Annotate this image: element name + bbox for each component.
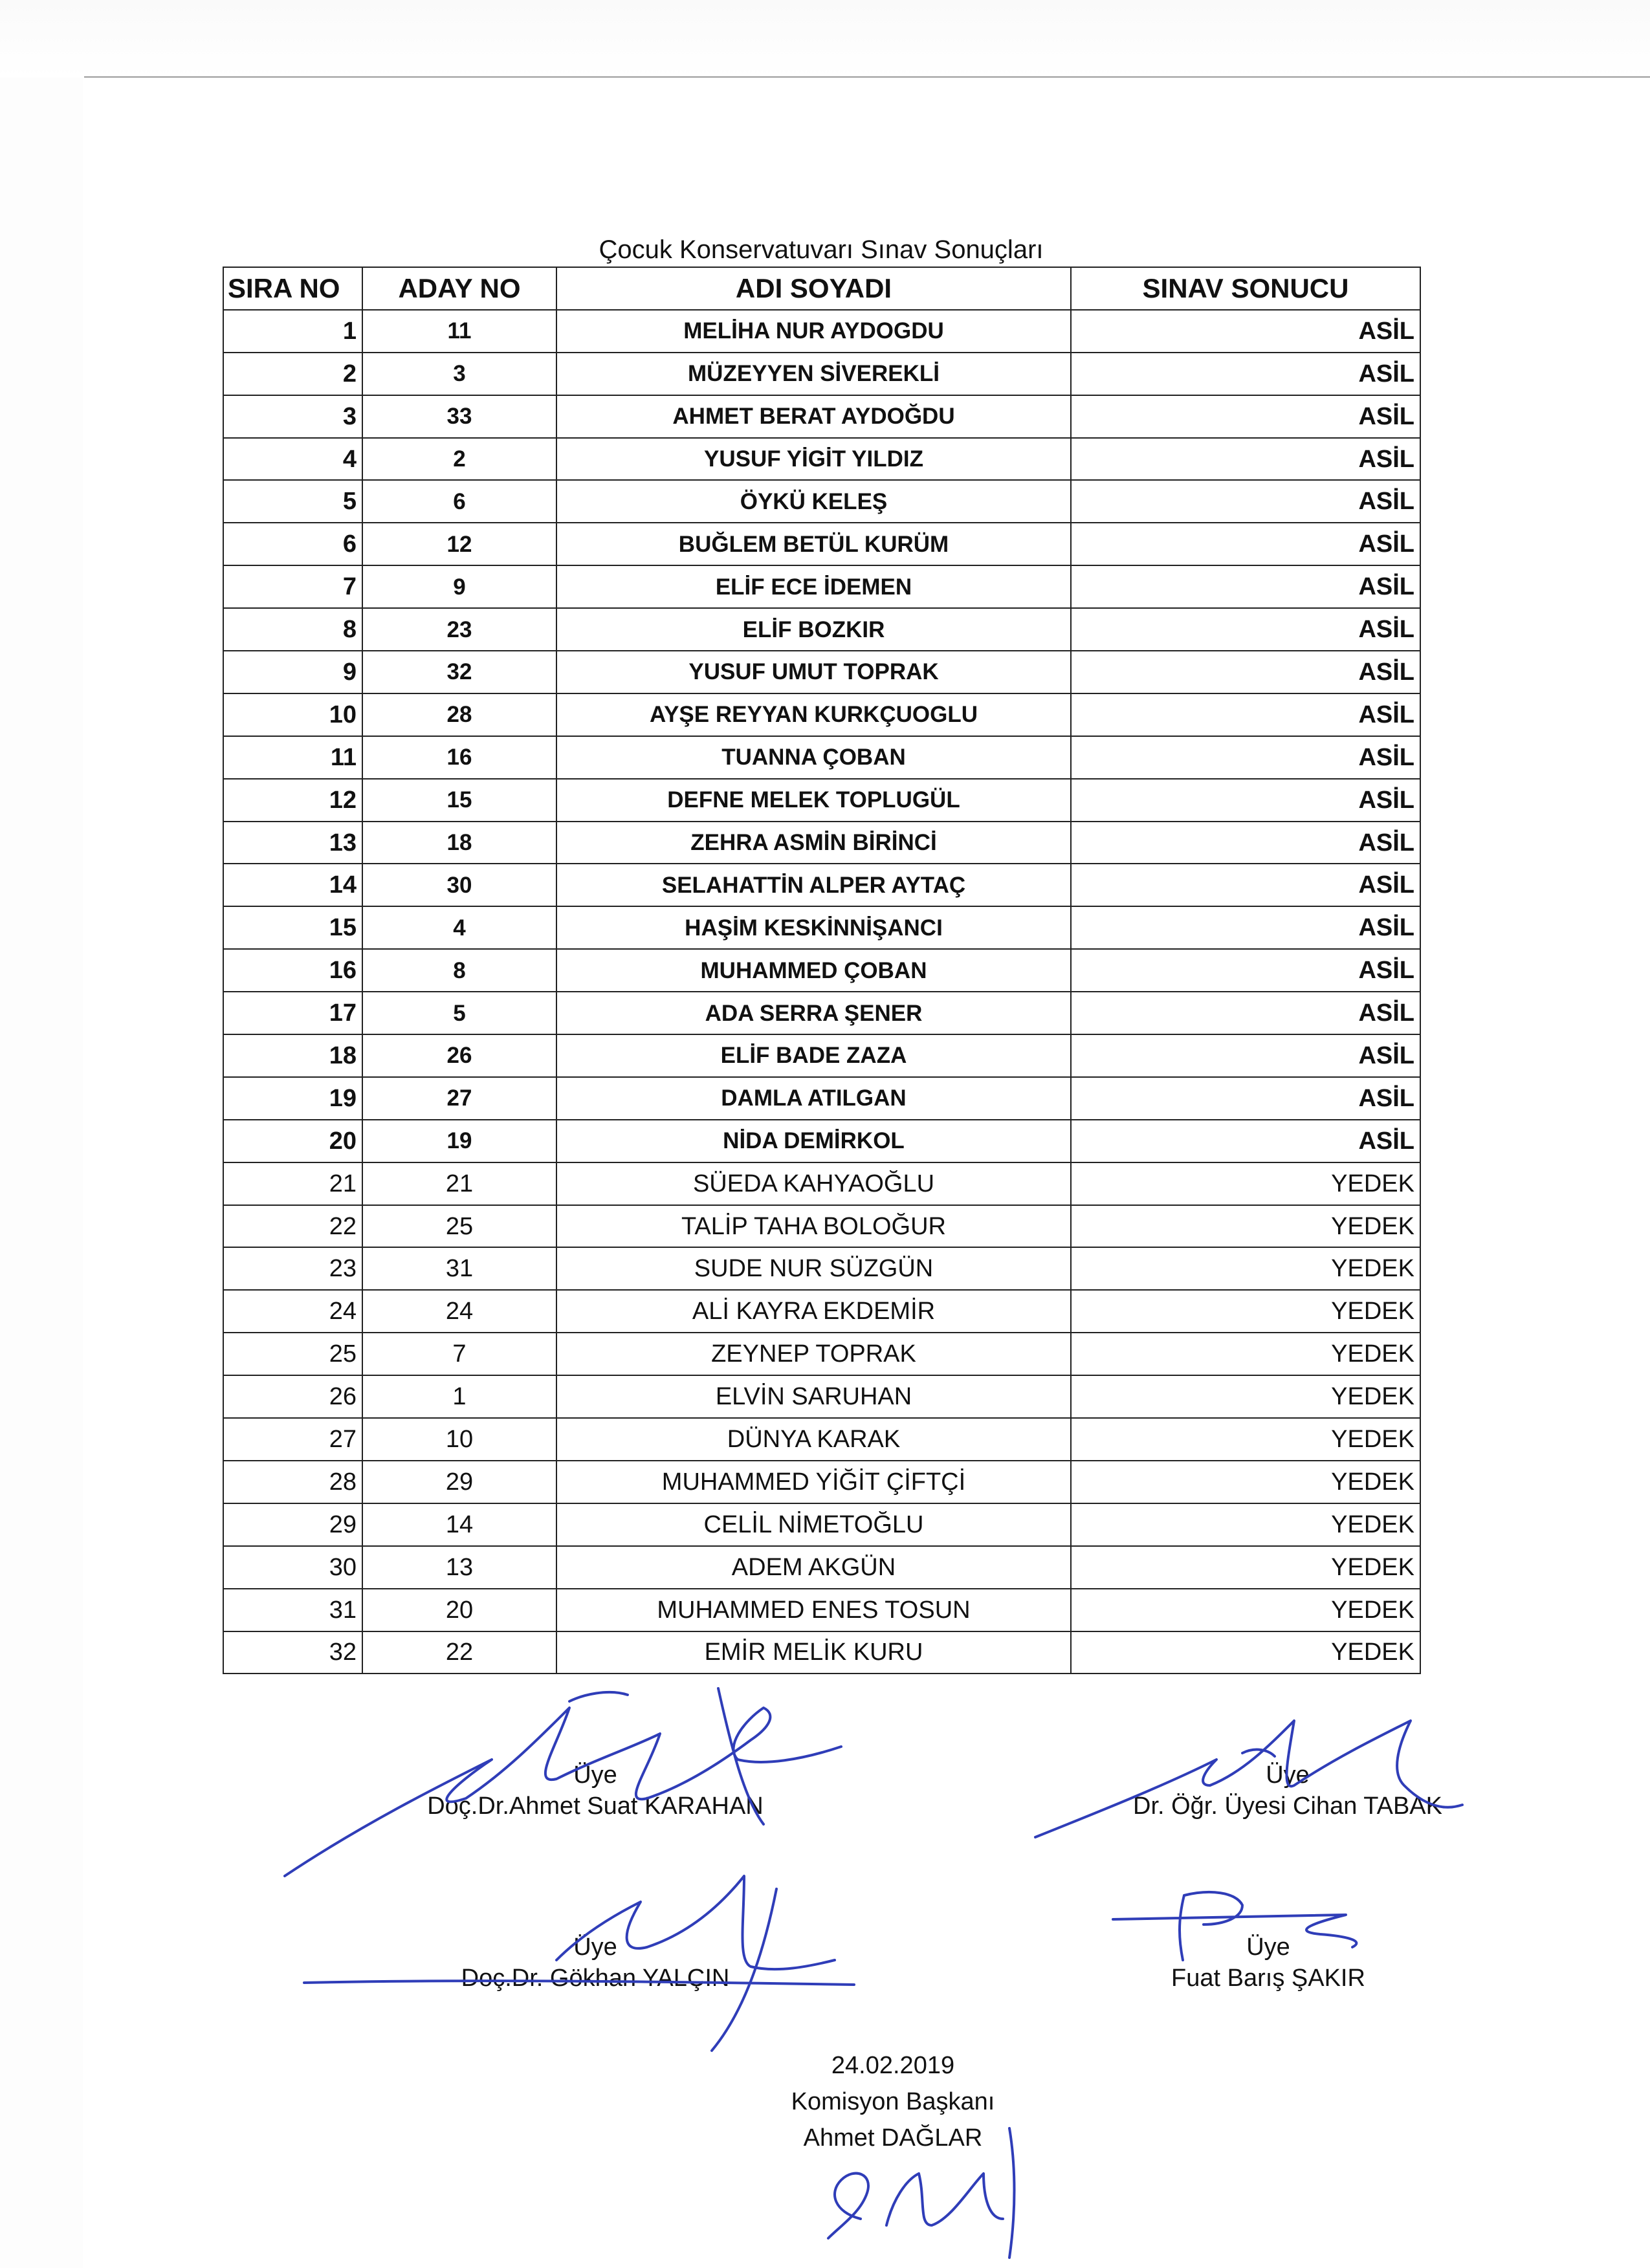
result-cell: ASİL [1071, 1077, 1420, 1120]
result-cell: ASİL [1071, 565, 1420, 608]
result-cell: YEDEK [1071, 1375, 1420, 1418]
sira-cell: 18 [223, 1034, 362, 1077]
sira-cell: 11 [223, 736, 362, 779]
header-sira-no: SIRA NO [223, 267, 362, 310]
sira-cell: 19 [223, 1077, 362, 1120]
signatory-role: Üye [573, 1934, 617, 1961]
sira-cell: 25 [223, 1333, 362, 1375]
sira-cell: 26 [223, 1375, 362, 1418]
name-cell: BUĞLEM BETÜL KURÜM [556, 523, 1071, 565]
aday-no-cell: 29 [362, 1461, 556, 1503]
name-cell: DÜNYA KARAK [556, 1418, 1071, 1461]
aday-no-cell: 32 [362, 651, 556, 693]
aday-no-cell: 28 [362, 693, 556, 736]
sira-cell: 12 [223, 779, 362, 822]
signing-date: 24.02.2019 [831, 2052, 955, 2079]
sira-cell: 32 [223, 1631, 362, 1674]
name-cell: MÜZEYYEN SİVEREKLİ [556, 353, 1071, 395]
sira-cell: 21 [223, 1162, 362, 1205]
signatory-name: Doç.Dr. Gökhan YALÇIN [461, 1965, 730, 1992]
sira-cell: 8 [223, 608, 362, 651]
aday-no-cell: 19 [362, 1120, 556, 1162]
name-cell: MUHAMMED ENES TOSUN [556, 1589, 1071, 1631]
aday-no-cell: 9 [362, 565, 556, 608]
name-cell: MUHAMMED YİĞİT ÇİFTÇİ [556, 1461, 1071, 1503]
aday-no-cell: 21 [362, 1162, 556, 1205]
sira-cell: 4 [223, 438, 362, 481]
aday-no-cell: 13 [362, 1546, 556, 1589]
result-cell: YEDEK [1071, 1205, 1420, 1248]
name-cell: TUANNA ÇOBAN [556, 736, 1071, 779]
signatory-role: Üye [1246, 1934, 1290, 1961]
name-cell: ADA SERRA ŞENER [556, 992, 1071, 1034]
result-cell: ASİL [1071, 779, 1420, 822]
document-title: Çocuk Konservatuvarı Sınav Sonuçları [599, 235, 1044, 264]
aday-no-cell: 18 [362, 822, 556, 864]
result-cell: YEDEK [1071, 1503, 1420, 1546]
result-cell: ASİL [1071, 310, 1420, 353]
name-cell: MUHAMMED ÇOBAN [556, 949, 1071, 992]
aday-no-cell: 6 [362, 480, 556, 523]
result-cell: ASİL [1071, 992, 1420, 1034]
header-sinav-sonucu: SINAV SONUCU [1071, 267, 1420, 310]
aday-no-cell: 12 [362, 523, 556, 565]
name-cell: ELİF ECE İDEMEN [556, 565, 1071, 608]
aday-no-cell: 33 [362, 395, 556, 438]
result-cell: ASİL [1071, 949, 1420, 992]
sira-cell: 16 [223, 949, 362, 992]
sira-cell: 20 [223, 1120, 362, 1162]
result-cell: YEDEK [1071, 1418, 1420, 1461]
chair-name: Ahmet DAĞLAR [803, 2124, 983, 2152]
sira-cell: 10 [223, 693, 362, 736]
name-cell: ELİF BADE ZAZA [556, 1034, 1071, 1077]
sira-cell: 27 [223, 1418, 362, 1461]
aday-no-cell: 31 [362, 1247, 556, 1290]
result-cell: YEDEK [1071, 1546, 1420, 1589]
sira-cell: 29 [223, 1503, 362, 1546]
aday-no-cell: 8 [362, 949, 556, 992]
aday-no-cell: 23 [362, 608, 556, 651]
result-cell: ASİL [1071, 353, 1420, 395]
result-cell: ASİL [1071, 822, 1420, 864]
signatory-name: Doç.Dr.Ahmet Suat KARAHAN [427, 1793, 764, 1820]
result-cell: YEDEK [1071, 1631, 1420, 1674]
signature-karahan [285, 1688, 841, 1876]
aday-no-cell: 7 [362, 1333, 556, 1375]
result-cell: YEDEK [1071, 1589, 1420, 1631]
aday-no-cell: 26 [362, 1034, 556, 1077]
name-cell: DEFNE MELEK TOPLUGÜL [556, 779, 1071, 822]
signature-yalcin [304, 1876, 854, 2051]
aday-no-cell: 2 [362, 438, 556, 481]
result-cell: ASİL [1071, 1034, 1420, 1077]
sira-cell: 2 [223, 353, 362, 395]
sira-cell: 3 [223, 395, 362, 438]
sira-cell: 24 [223, 1290, 362, 1333]
aday-no-cell: 20 [362, 1589, 556, 1631]
result-cell: ASİL [1071, 438, 1420, 481]
result-cell: ASİL [1071, 523, 1420, 565]
aday-no-cell: 5 [362, 992, 556, 1034]
sira-cell: 5 [223, 480, 362, 523]
sira-cell: 15 [223, 906, 362, 949]
result-cell: YEDEK [1071, 1162, 1420, 1205]
aday-no-cell: 25 [362, 1205, 556, 1248]
result-cell: YEDEK [1071, 1290, 1420, 1333]
name-cell: CELİL NİMETOĞLU [556, 1503, 1071, 1546]
result-cell: YEDEK [1071, 1247, 1420, 1290]
signature-sakir [1113, 1892, 1356, 1960]
name-cell: DAMLA ATILGAN [556, 1077, 1071, 1120]
name-cell: ZEYNEP TOPRAK [556, 1333, 1071, 1375]
sira-cell: 1 [223, 310, 362, 353]
result-cell: ASİL [1071, 1120, 1420, 1162]
sira-cell: 30 [223, 1546, 362, 1589]
header-adi-soyadi: ADI SOYADI [556, 267, 1071, 310]
chair-role: Komisyon Başkanı [791, 2088, 995, 2115]
aday-no-cell: 1 [362, 1375, 556, 1418]
name-cell: SELAHATTİN ALPER AYTAÇ [556, 864, 1071, 906]
header-aday-no: ADAY NO [362, 267, 556, 310]
result-cell: ASİL [1071, 608, 1420, 651]
name-cell: YUSUF YİGİT YILDIZ [556, 438, 1071, 481]
sira-cell: 17 [223, 992, 362, 1034]
aday-no-cell: 27 [362, 1077, 556, 1120]
sira-cell: 9 [223, 651, 362, 693]
name-cell: ALİ KAYRA EKDEMİR [556, 1290, 1071, 1333]
aday-no-cell: 4 [362, 906, 556, 949]
signatory-role: Üye [573, 1761, 617, 1789]
result-cell: ASİL [1071, 736, 1420, 779]
signature-daglar [828, 2128, 1015, 2258]
name-cell: ELVİN SARUHAN [556, 1375, 1071, 1418]
result-cell: YEDEK [1071, 1461, 1420, 1503]
result-cell: ASİL [1071, 395, 1420, 438]
result-cell: ASİL [1071, 651, 1420, 693]
name-cell: SÜEDA KAHYAOĞLU [556, 1162, 1071, 1205]
aday-no-cell: 30 [362, 864, 556, 906]
signatory-role: Üye [1266, 1761, 1310, 1789]
name-cell: AHMET BERAT AYDOĞDU [556, 395, 1071, 438]
sira-cell: 7 [223, 565, 362, 608]
name-cell: NİDA DEMİRKOL [556, 1120, 1071, 1162]
sira-cell: 14 [223, 864, 362, 906]
signature-tabak [1035, 1721, 1462, 1837]
name-cell: ADEM AKGÜN [556, 1546, 1071, 1589]
aday-no-cell: 11 [362, 310, 556, 353]
name-cell: AYŞE REYYAN KURKÇUOGLU [556, 693, 1071, 736]
signatory-name: Dr. Öğr. Üyesi Cihan TABAK [1133, 1793, 1442, 1820]
aday-no-cell: 3 [362, 353, 556, 395]
sira-cell: 31 [223, 1589, 362, 1631]
sira-cell: 13 [223, 822, 362, 864]
name-cell: MELİHA NUR AYDOGDU [556, 310, 1071, 353]
aday-no-cell: 14 [362, 1503, 556, 1546]
name-cell: SUDE NUR SÜZGÜN [556, 1247, 1071, 1290]
result-cell: ASİL [1071, 906, 1420, 949]
sira-cell: 6 [223, 523, 362, 565]
sira-cell: 28 [223, 1461, 362, 1503]
result-cell: ASİL [1071, 864, 1420, 906]
name-cell: YUSUF UMUT TOPRAK [556, 651, 1071, 693]
aday-no-cell: 24 [362, 1290, 556, 1333]
name-cell: TALİP TAHA BOLOĞUR [556, 1205, 1071, 1248]
signatory-name: Fuat Barış ŞAKIR [1171, 1965, 1365, 1992]
name-cell: HAŞİM KESKİNNİŞANCI [556, 906, 1071, 949]
aday-no-cell: 16 [362, 736, 556, 779]
name-cell: ZEHRA ASMİN BİRİNCİ [556, 822, 1071, 864]
name-cell: EMİR MELİK KURU [556, 1631, 1071, 1674]
aday-no-cell: 15 [362, 779, 556, 822]
name-cell: ELİF BOZKIR [556, 608, 1071, 651]
sira-cell: 22 [223, 1205, 362, 1248]
sira-cell: 23 [223, 1247, 362, 1290]
aday-no-cell: 10 [362, 1418, 556, 1461]
result-cell: YEDEK [1071, 1333, 1420, 1375]
name-cell: ÖYKÜ KELEŞ [556, 480, 1071, 523]
result-cell: ASİL [1071, 480, 1420, 523]
aday-no-cell: 22 [362, 1631, 556, 1674]
result-cell: ASİL [1071, 693, 1420, 736]
